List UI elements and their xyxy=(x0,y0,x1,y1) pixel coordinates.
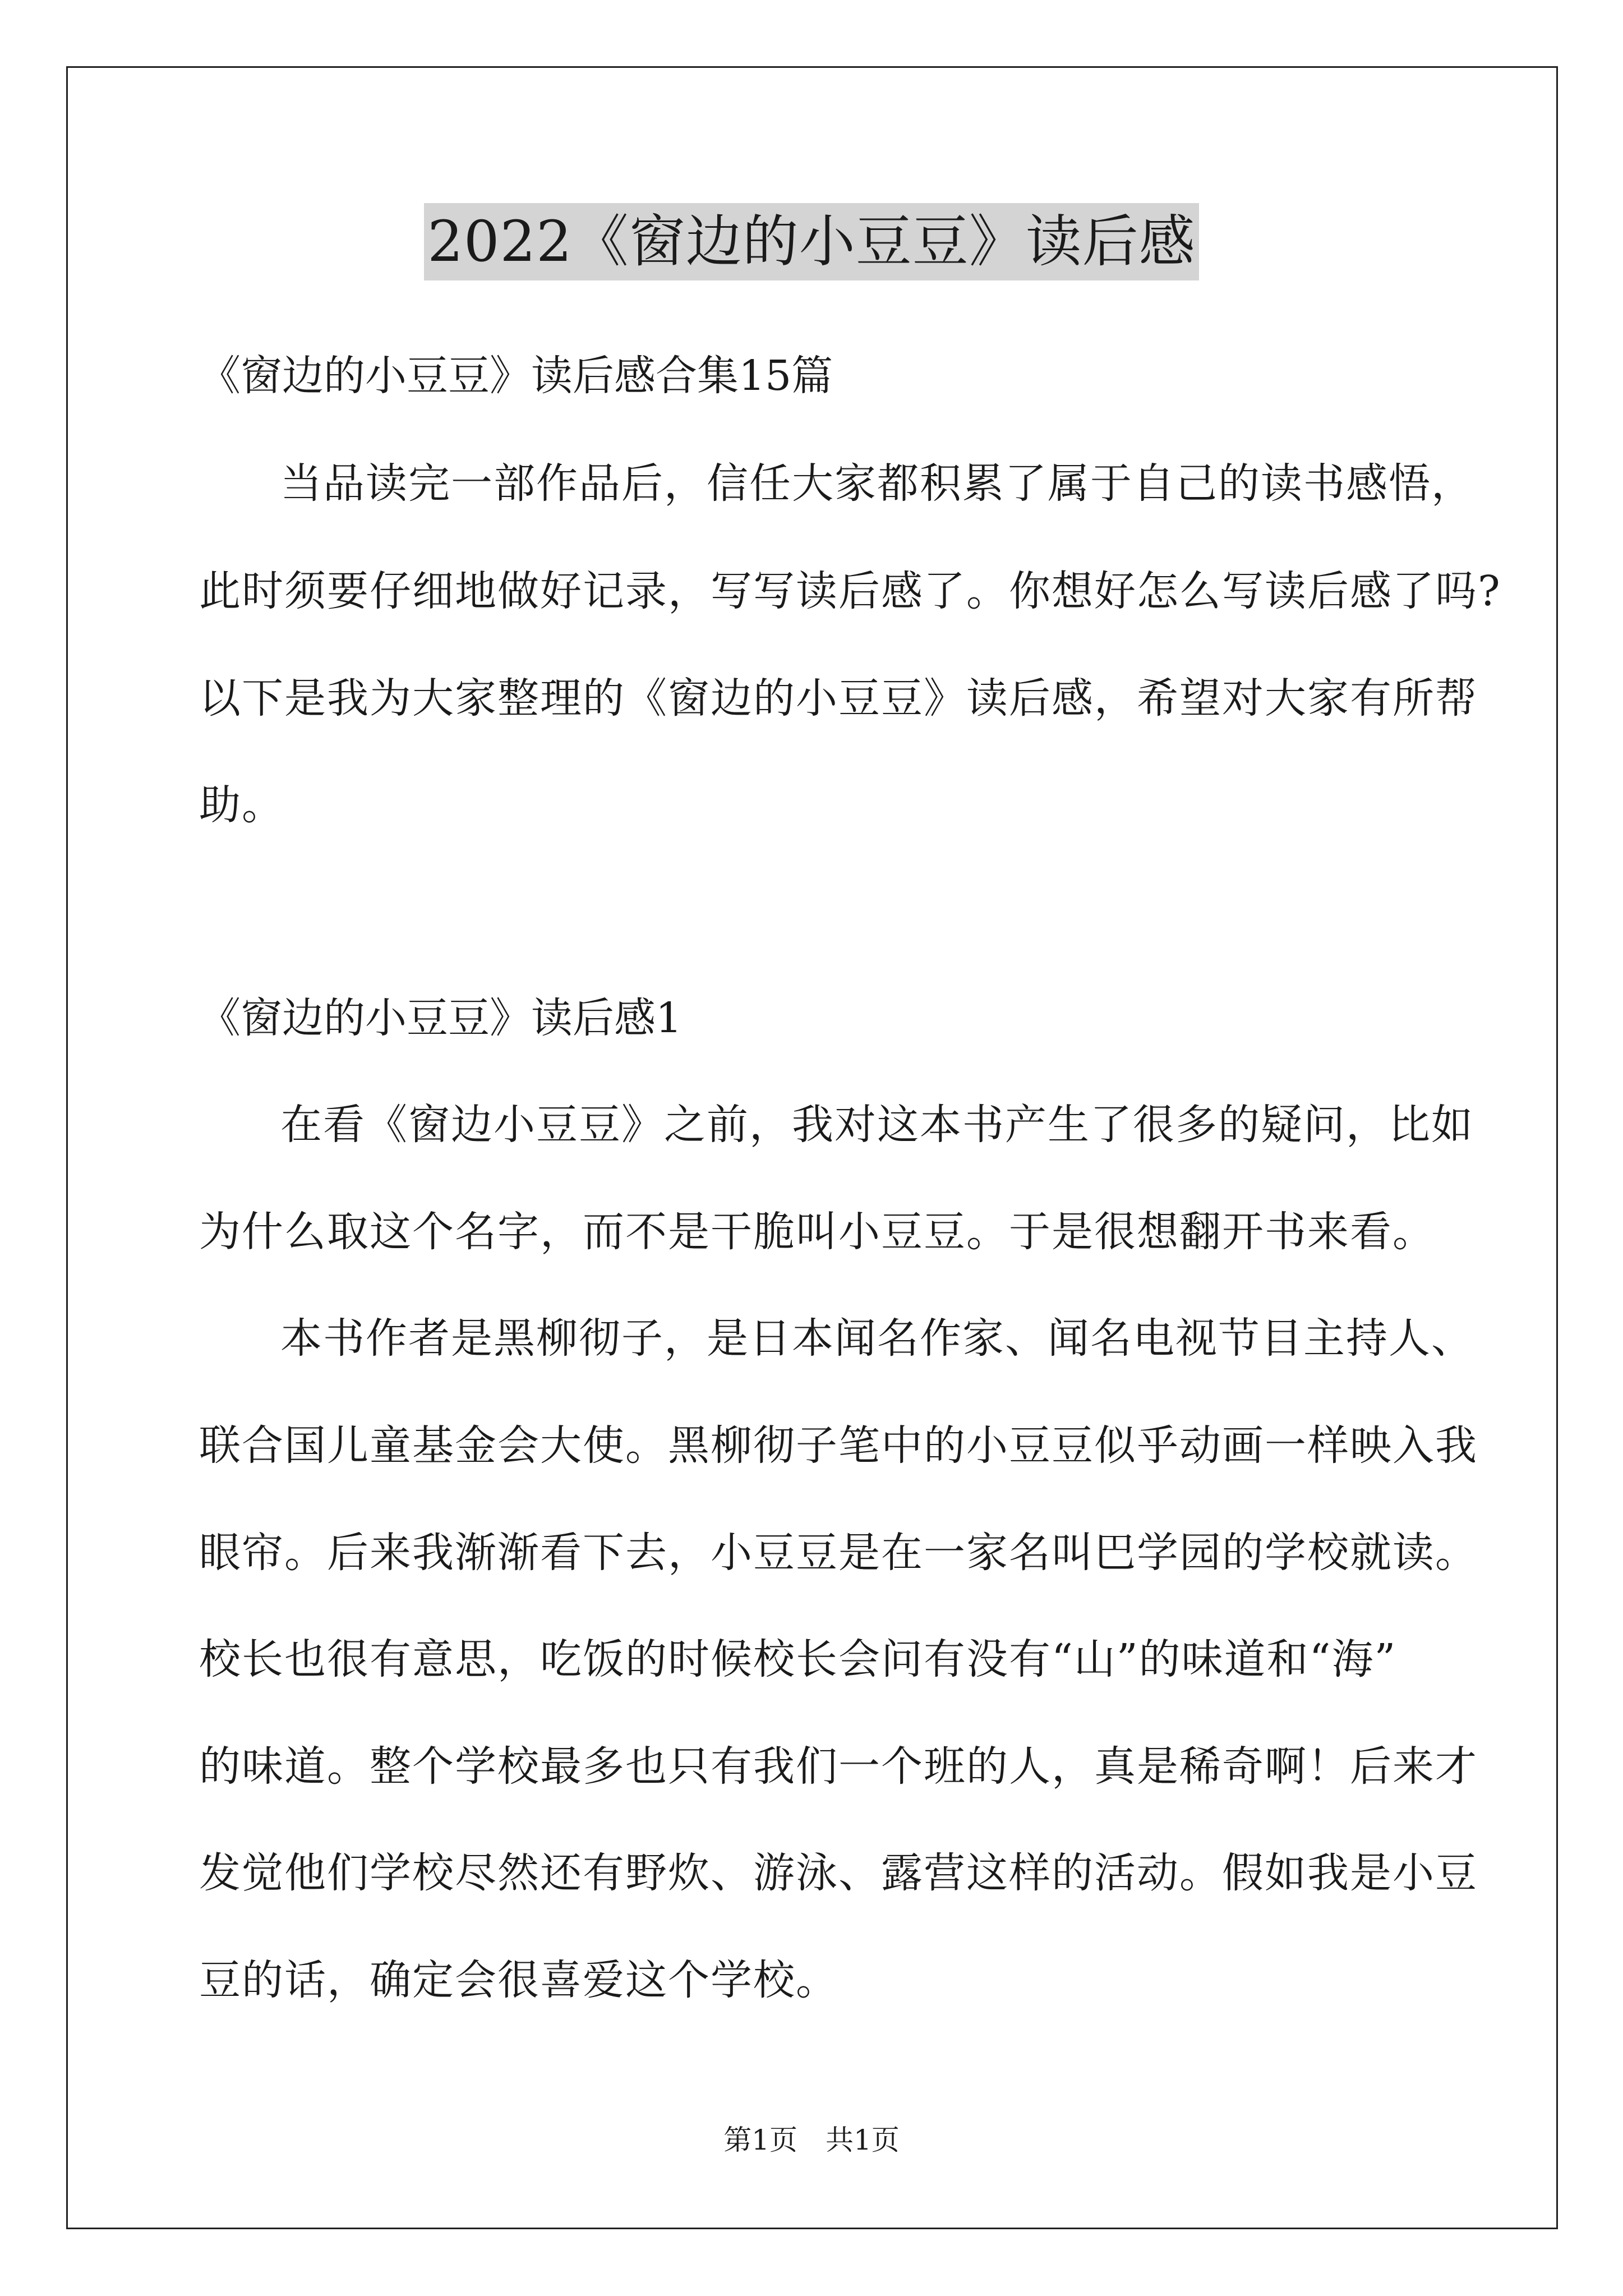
section-1-para2-line-5: 的味道。整个学校最多也只有我们一个班的人，真是稀奇啊！后来才 xyxy=(199,1742,1478,1791)
intro-line-3: 以下是我为大家整理的《窗边的小豆豆》读后感，希望对大家有所帮 xyxy=(199,674,1478,723)
intro-line-2: 此时须要仔细地做好记录，写写读后感了。你想好怎么写读后感了吗? xyxy=(199,567,1501,615)
document-title: 2022《窗边的小豆豆》读后感 xyxy=(424,203,1199,280)
intro-line-1: 当品读完一部作品后，信任大家都积累了属于自己的读书感悟， xyxy=(280,459,1474,508)
section-1-para2-line-6: 发觉他们学校尽然还有野炊、游泳、露营这样的活动。假如我是小豆 xyxy=(199,1849,1478,1897)
section-1-para1-line-2: 为什么取这个名字，而不是干脆叫小豆豆。于是很想翻开书来看。 xyxy=(199,1208,1435,1256)
intro-line-4: 助。 xyxy=(199,781,284,829)
section-1-para2-line-2: 联合国儿童基金会大使。黑柳彻子笔中的小豆豆似乎动画一样映入我 xyxy=(199,1421,1478,1470)
title-block xyxy=(0,203,1623,280)
section-1-para2-line-1: 本书作者是黑柳彻子，是日本闻名作家、闻名电视节目主持人、 xyxy=(280,1314,1474,1363)
section-1-para2-line-3: 眼帘。后来我渐渐看下去，小豆豆是在一家名叫巴学园的学校就读。 xyxy=(199,1529,1478,1577)
section-1-heading: 《窗边的小豆豆》读后感1 xyxy=(199,994,683,1042)
section-1-para2-line-7: 豆的话，确定会很喜爱这个学校。 xyxy=(199,1956,838,2004)
section-1-para2-line-4: 校长也很有意思，吃饭的时候校长会问有没有“山”的味道和“海” xyxy=(199,1635,1397,1683)
page-number-footer: 第1页 共1页 xyxy=(723,2124,900,2156)
document-subtitle: 《窗边的小豆豆》读后感合集15篇 xyxy=(199,352,833,400)
section-1-para1-line-1: 在看《窗边小豆豆》之前，我对这本书产生了很多的疑问，比如 xyxy=(280,1101,1474,1149)
